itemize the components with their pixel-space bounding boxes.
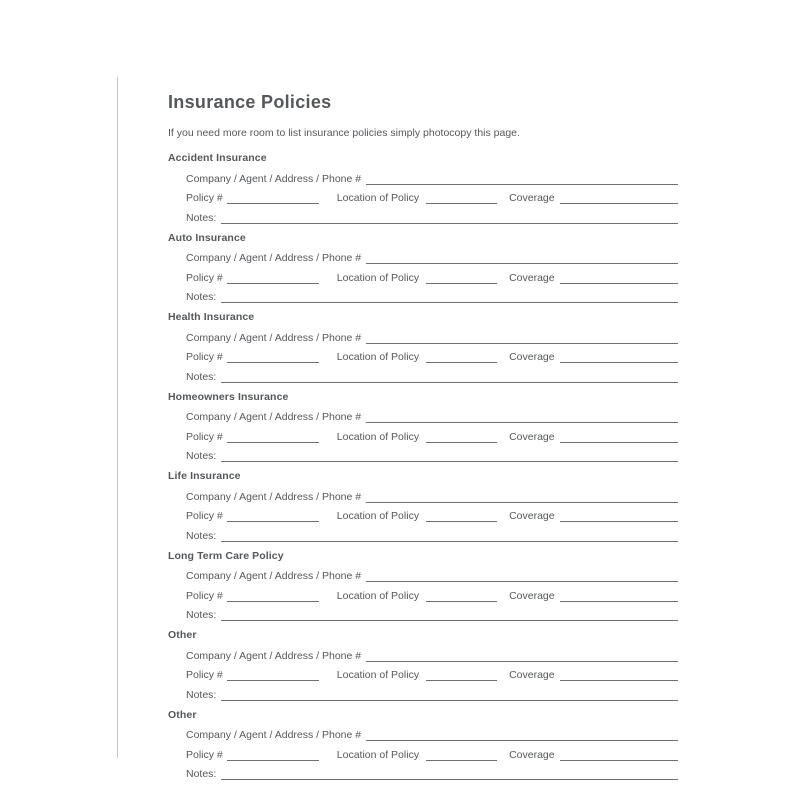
coverage-blank-line	[560, 678, 678, 681]
notes-blank-line	[221, 539, 678, 542]
notes-row	[168, 204, 678, 224]
section-heading: Health Insurance	[168, 311, 255, 323]
coverage-label: Coverage	[509, 748, 555, 761]
policy-row	[168, 662, 678, 682]
location-of-policy-label: Location of Policy	[336, 430, 420, 443]
location-of-policy-label: Location of Policy	[336, 748, 420, 761]
company-agent-address-phone-label: Company / Agent / Address / Phone #	[186, 490, 362, 503]
form-page	[168, 92, 678, 780]
notes-row	[168, 443, 678, 463]
company-row	[168, 404, 678, 424]
notes-label: Notes:	[186, 450, 217, 462]
notes-row	[168, 522, 678, 542]
insurance-section	[168, 709, 678, 781]
company-row	[168, 483, 678, 503]
company-row	[168, 165, 678, 185]
section-heading: Auto Insurance	[168, 231, 246, 244]
coverage-blank-line	[560, 201, 678, 204]
company-agent-address-phone-label: Company / Agent / Address / Phone #	[186, 252, 362, 264]
notes-label: Notes:	[186, 529, 217, 542]
policy-number-label: Policy #	[186, 669, 223, 681]
coverage-blank-line	[560, 519, 678, 522]
policy-number-blank-line	[227, 201, 319, 204]
location-of-policy-label: Location of Policy	[336, 669, 420, 681]
policy-number-label: Policy #	[186, 351, 223, 363]
coverage-label: Coverage	[509, 351, 555, 363]
notes-label: Notes:	[186, 609, 217, 621]
notes-row	[168, 602, 678, 622]
notes-row	[168, 761, 678, 781]
location-of-policy-label: Location of Policy	[336, 351, 420, 363]
policy-number-blank-line	[227, 599, 319, 602]
location-of-policy-label: Location of Policy	[336, 271, 420, 284]
notes-blank-line	[221, 221, 678, 224]
location-of-policy-label: Location of Policy	[336, 510, 420, 522]
location-of-policy-blank-line	[426, 599, 497, 602]
company-agent-address-phone-label: Company / Agent / Address / Phone #	[186, 570, 362, 582]
notes-blank-line	[221, 618, 678, 621]
location-of-policy-blank-line	[426, 201, 497, 204]
notes-blank-line	[221, 459, 678, 462]
coverage-label: Coverage	[509, 589, 555, 602]
company-blank-line	[366, 500, 678, 503]
company-agent-address-phone-label: Company / Agent / Address / Phone #	[186, 172, 362, 185]
location-of-policy-label: Location of Policy	[336, 589, 420, 602]
section-heading: Accident Insurance	[168, 152, 267, 164]
sections-list	[168, 152, 678, 780]
policy-row	[168, 582, 678, 602]
coverage-label: Coverage	[509, 510, 555, 522]
company-agent-address-phone-label: Company / Agent / Address / Phone #	[186, 411, 362, 423]
coverage-blank-line	[560, 758, 678, 761]
notes-label: Notes:	[186, 211, 217, 224]
coverage-blank-line	[560, 440, 678, 443]
notes-label: Notes:	[186, 768, 217, 780]
company-blank-line	[366, 659, 678, 662]
section-heading: Other	[168, 708, 197, 721]
location-of-policy-blank-line	[426, 281, 497, 284]
company-blank-line	[366, 738, 678, 741]
policy-row	[168, 264, 678, 284]
policy-number-label: Policy #	[186, 748, 223, 761]
page-title: Insurance Policies	[168, 92, 332, 112]
company-agent-address-phone-label: Company / Agent / Address / Phone #	[186, 729, 362, 741]
location-of-policy-blank-line	[426, 360, 497, 363]
coverage-label: Coverage	[509, 669, 555, 681]
section-heading: Long Term Care Policy	[168, 549, 284, 562]
policy-number-blank-line	[227, 519, 319, 522]
company-row	[168, 642, 678, 662]
policy-number-blank-line	[227, 281, 319, 284]
notes-blank-line	[221, 380, 678, 383]
section-heading: Other	[168, 629, 197, 641]
policy-row	[168, 503, 678, 523]
company-row	[168, 563, 678, 583]
company-blank-line	[366, 341, 678, 344]
location-of-policy-blank-line	[426, 758, 497, 761]
policy-row	[168, 423, 678, 443]
location-of-policy-blank-line	[426, 519, 497, 522]
policy-number-label: Policy #	[186, 589, 223, 602]
policy-number-label: Policy #	[186, 430, 223, 443]
notes-blank-line	[221, 698, 678, 701]
policy-number-blank-line	[227, 758, 319, 761]
policy-number-blank-line	[227, 440, 319, 443]
notes-label: Notes:	[186, 688, 217, 701]
notes-row	[168, 681, 678, 701]
coverage-label: Coverage	[509, 271, 555, 284]
location-of-policy-label: Location of Policy	[336, 192, 420, 204]
notes-blank-line	[221, 300, 678, 303]
policy-number-label: Policy #	[186, 271, 223, 284]
company-row	[168, 722, 678, 742]
insurance-section	[168, 550, 678, 622]
policy-row	[168, 185, 678, 205]
company-row	[168, 324, 678, 344]
coverage-label: Coverage	[509, 192, 555, 204]
insurance-section	[168, 232, 678, 304]
coverage-blank-line	[560, 360, 678, 363]
page-left-edge	[117, 77, 118, 758]
company-agent-address-phone-label: Company / Agent / Address / Phone #	[186, 331, 362, 344]
intro-text: If you need more room to list insurance policies simply photocopy this page.	[168, 127, 520, 139]
notes-row	[168, 284, 678, 304]
location-of-policy-blank-line	[426, 678, 497, 681]
location-of-policy-blank-line	[426, 440, 497, 443]
company-blank-line	[366, 182, 678, 185]
notes-label: Notes:	[186, 291, 217, 303]
notes-label: Notes:	[186, 370, 217, 383]
company-row	[168, 245, 678, 265]
policy-row	[168, 344, 678, 364]
insurance-section	[168, 629, 678, 701]
coverage-blank-line	[560, 599, 678, 602]
insurance-section	[168, 470, 678, 542]
company-agent-address-phone-label: Company / Agent / Address / Phone #	[186, 649, 362, 662]
policy-number-blank-line	[227, 360, 319, 363]
policy-number-blank-line	[227, 678, 319, 681]
policy-row	[168, 741, 678, 761]
coverage-blank-line	[560, 281, 678, 284]
section-heading: Life Insurance	[168, 470, 241, 482]
notes-row	[168, 363, 678, 383]
insurance-section	[168, 152, 678, 224]
company-blank-line	[366, 579, 678, 582]
insurance-section	[168, 391, 678, 463]
insurance-section	[168, 311, 678, 383]
notes-blank-line	[221, 777, 678, 780]
policy-number-label: Policy #	[186, 510, 223, 522]
section-heading: Homeowners Insurance	[168, 390, 289, 403]
coverage-label: Coverage	[509, 430, 555, 443]
company-blank-line	[366, 420, 678, 423]
policy-number-label: Policy #	[186, 192, 223, 204]
company-blank-line	[366, 261, 678, 264]
